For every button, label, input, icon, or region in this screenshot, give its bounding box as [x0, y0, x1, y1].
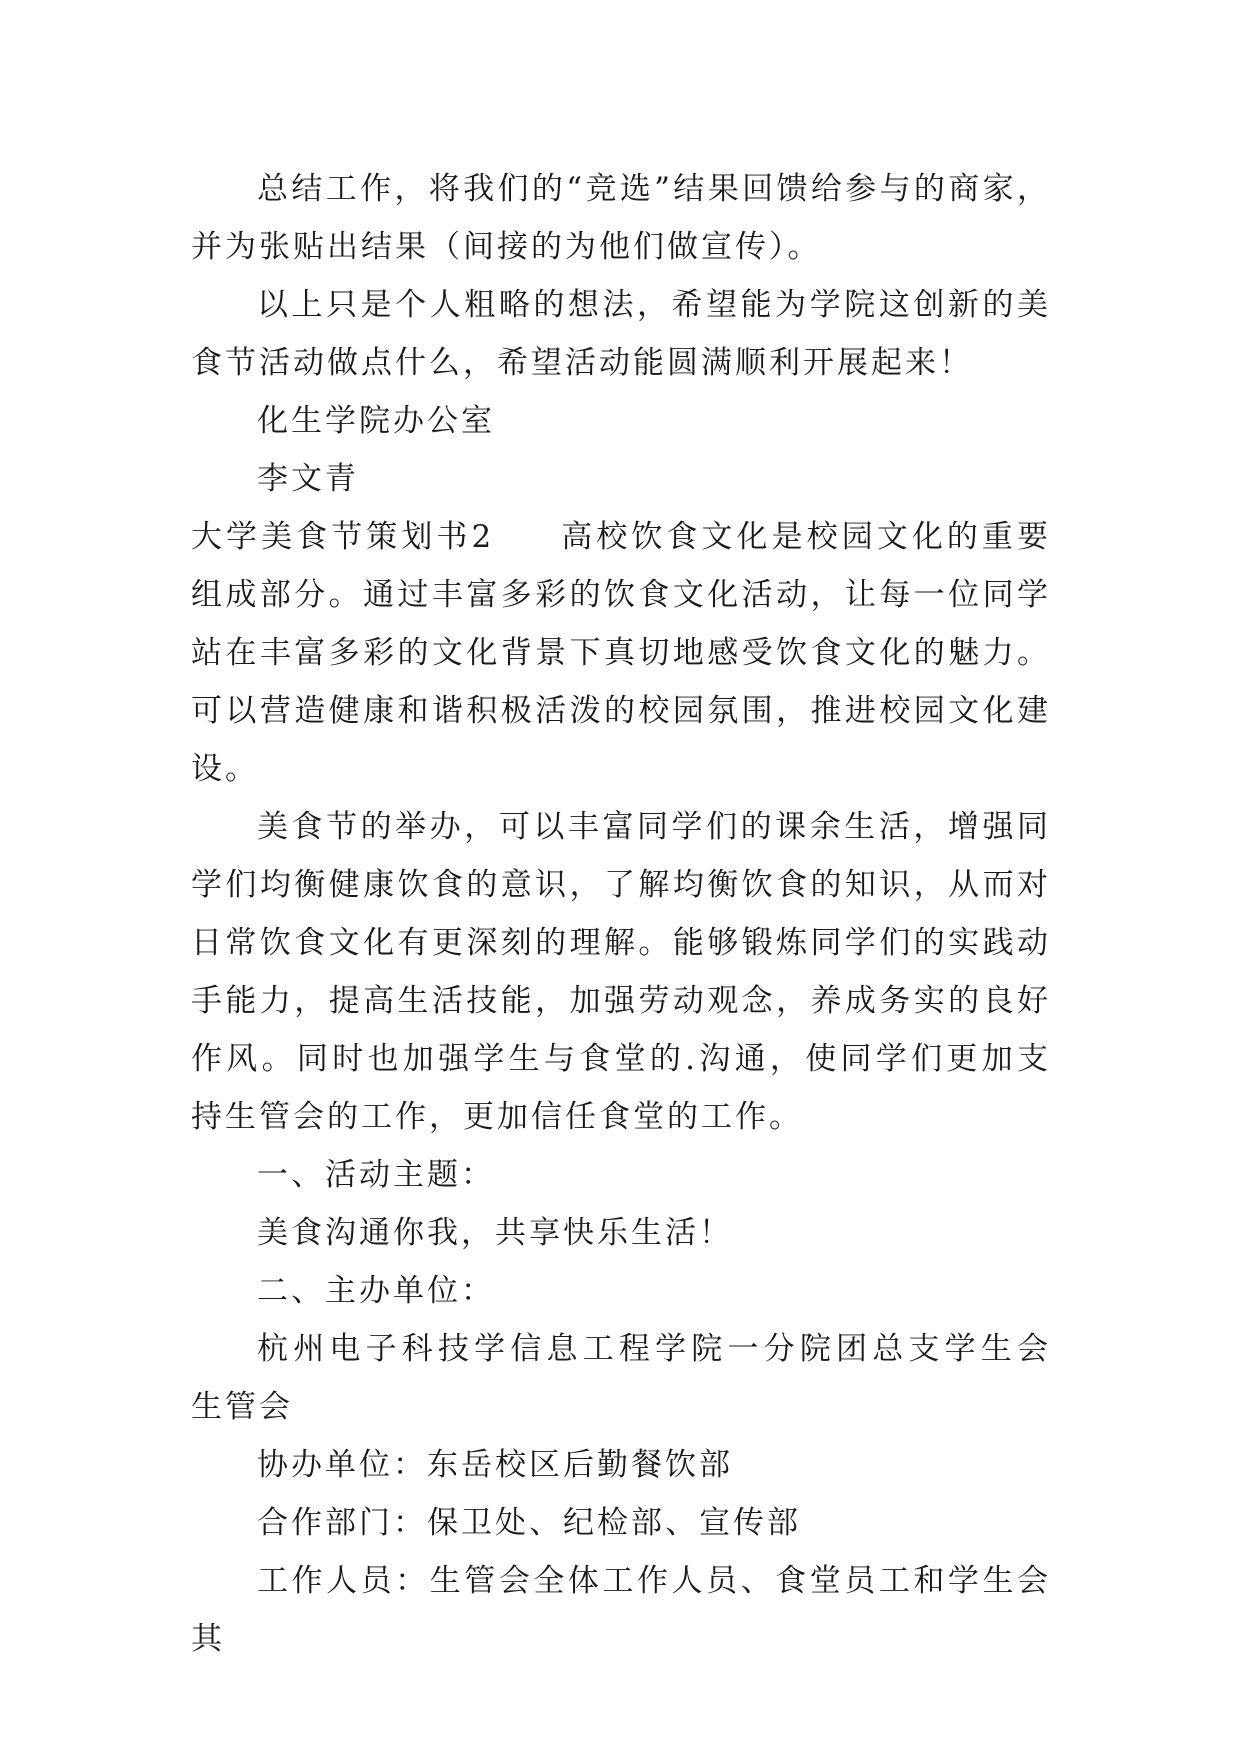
staff-text: 工作人员：生管会全体工作人员、食堂员工和学生会其	[191, 1563, 1051, 1657]
partner-departments-text: 合作部门：保卫处、纪检部、宣传部	[257, 1505, 801, 1541]
section-heading: 大学美食节策划书2	[191, 519, 495, 555]
section-2-intro-paragraph	[191, 508, 1051, 798]
paragraph-closing-remarks: 以上只是个人粗略的想法，希望能为学院这创新的美食节活动做点什么，希望活动能圆满顺利开展起来！	[191, 287, 1051, 381]
document-body	[191, 160, 1051, 1668]
paragraph-purpose: 美食节的举办，可以丰富同学们的课余生活，增强同学们均衡健康饮食的意识，了解均衡饮食的知识，从而对日常饮食文化有更深刻的理解。能够锻炼同学们的实践动手能力，提高生活技能，加强劳动观念，养成务实的良好作风。同时也加强学生与食堂的.沟通，使同学们更加支持生管会的工作，更加信任食堂的工作。	[191, 809, 1051, 1135]
heading-organizer: 二、主办单位：	[257, 1273, 495, 1309]
paragraph-summary: 总结工作，将我们的“竞选”结果回馈给参与的商家，并为张贴出结果（间接的为他们做宣传）。	[191, 171, 1051, 265]
co-organizer-text: 协办单位：东岳校区后勤餐饮部	[257, 1447, 733, 1483]
signature-office: 化生学院办公室	[257, 403, 495, 439]
section-intro-text: 高校饮食文化是校园文化的重要组成部分。通过丰富多彩的饮食文化活动，让每一位同学站在丰富多彩的文化背景下真切地感受饮食文化的魅力。 可以营造健康和谐积极活泼的校园氛围，推进校园文化建设。	[191, 519, 1051, 787]
activity-theme-text: 美食沟通你我，共享快乐生活！	[257, 1215, 733, 1251]
heading-activity-theme: 一、活动主题：	[257, 1157, 495, 1193]
signature-author: 李文青	[257, 461, 359, 497]
organizer-text: 杭州电子科技学信息工程学院一分院团总支学生会 生管会	[191, 1331, 1051, 1425]
